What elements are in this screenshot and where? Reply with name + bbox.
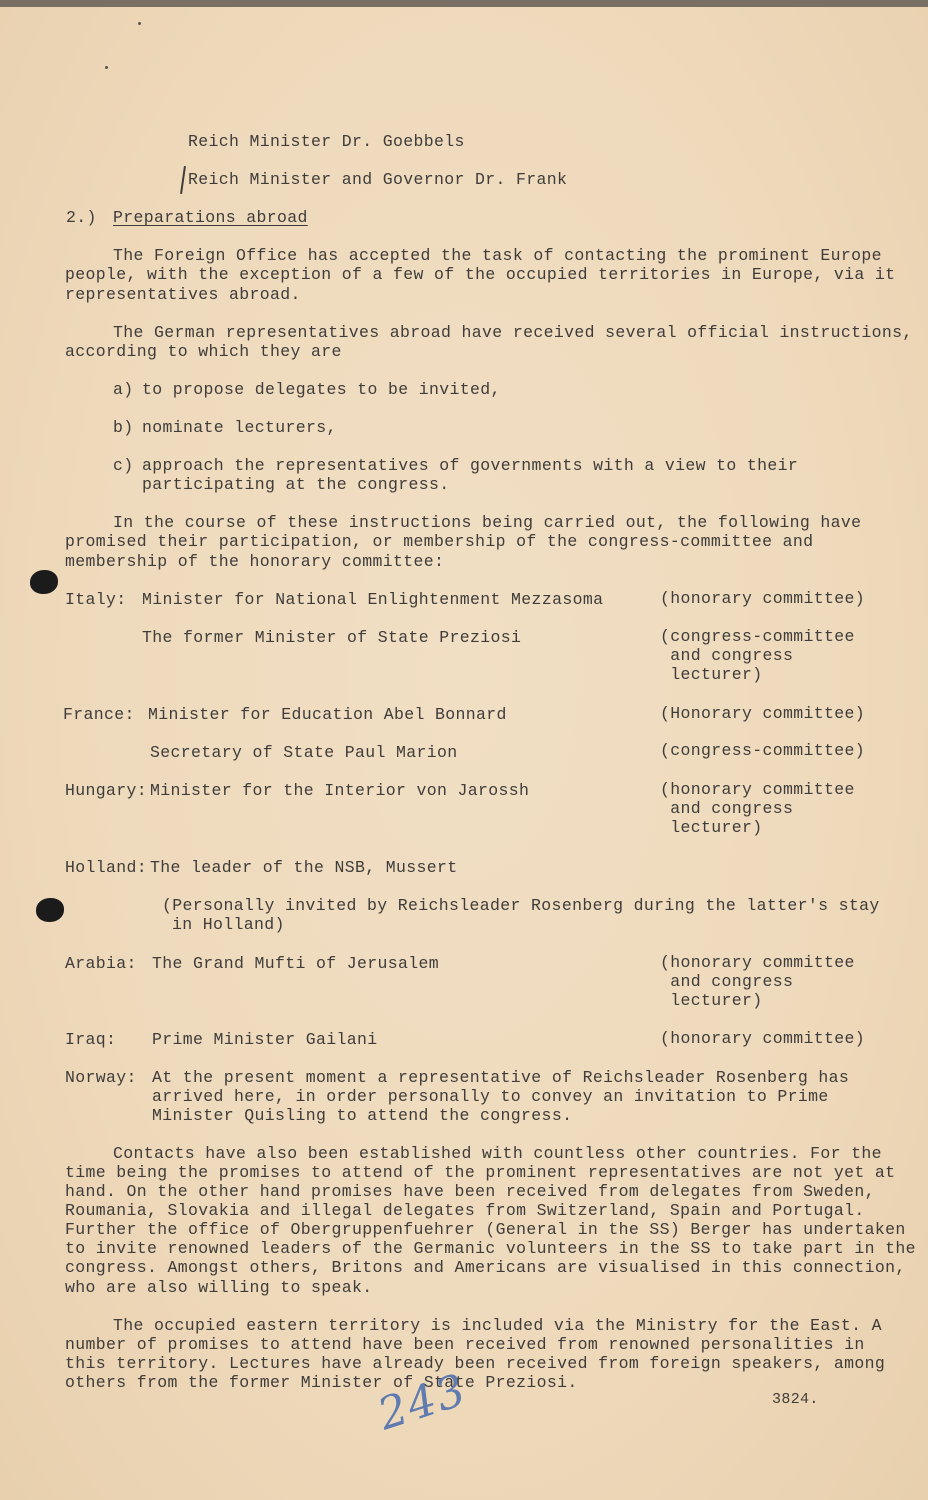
p4-line-7: congress. Amongst others, Britons and Americans are visualised in this connection, [65, 1258, 906, 1277]
p1-line-2: people, with the exception of a few of the occupied territories in Europe, via it [65, 265, 896, 284]
p4-line-1: Contacts have also been established with countless other countries. For the [113, 1144, 882, 1163]
list-label-a: a) [113, 380, 134, 399]
role-marion: (congress-committee) [660, 741, 866, 760]
person-gailani: Prime Minister Gailani [152, 1030, 378, 1049]
list-item-b: nominate lecturers, [142, 418, 337, 437]
scan-top-edge [0, 0, 928, 7]
punch-hole-bottom [36, 898, 64, 922]
p4-line-2: time being the promises to attend of the prominent representatives are not yet at [65, 1163, 896, 1182]
header-line-goebbels: Reich Minister Dr. Goebbels [188, 132, 465, 151]
holland-note-line-2: in Holland) [172, 915, 285, 934]
p2-line-1: The German representatives abroad have received several official instructions, [113, 323, 913, 342]
p1-line-3: representatives abroad. [65, 285, 301, 304]
country-norway: Norway: [65, 1068, 137, 1087]
punch-hole-top [30, 570, 58, 594]
p4-line-5: Further the office of Obergruppenfuehrer (General in the SS) Berger has undertaken [65, 1220, 906, 1239]
p4-line-3: hand. On the other hand promises have been received from delegates from Sweden, [65, 1182, 875, 1201]
p2-line-2: according to which they are [65, 342, 342, 361]
country-iraq: Iraq: [65, 1030, 117, 1049]
list-item-c-line-2: participating at the congress. [142, 475, 450, 494]
country-italy: Italy: [65, 590, 127, 609]
country-hungary: Hungary: [65, 781, 148, 800]
p3-line-3: membership of the honorary committee: [65, 552, 445, 571]
role-jarossh: (honorary committee and congress lecturer) [660, 780, 855, 837]
p4-line-4: Roumania, Slovakia and illegal delegates from Switzerland, Spain and Portugal. [65, 1201, 865, 1220]
role-mezzasoma: (honorary committee) [660, 589, 866, 608]
list-label-c: c) [113, 456, 134, 475]
p5-line-4: others from the former Minister of State Preziosi. [65, 1373, 578, 1392]
country-france: France: [63, 705, 135, 724]
person-mussert: The leader of the NSB, Mussert [150, 858, 458, 877]
role-mufti: (honorary committee and congress lecturer) [660, 953, 855, 1010]
person-mezzasoma: Minister for National Enlightenment Mezzasoma [142, 590, 604, 609]
scan-speck [105, 66, 108, 69]
p4-line-8: who are also willing to speak. [65, 1278, 373, 1297]
p3-line-1: In the course of these instructions being carried out, the following have [113, 513, 862, 532]
country-arabia: Arabia: [65, 954, 137, 973]
norway-line-2: arrived here, in order personally to convey an invitation to Prime [152, 1087, 829, 1106]
scan-speck [138, 22, 141, 25]
handwritten-annotation: 243 [372, 1364, 474, 1441]
section-number: 2.) [66, 208, 97, 227]
role-preziosi: (congress-committee and congress lecturer) [660, 627, 855, 684]
list-label-b: b) [113, 418, 134, 437]
person-preziosi: The former Minister of State Preziosi [142, 628, 522, 647]
role-gailani: (honorary committee) [660, 1029, 866, 1048]
p3-line-2: promised their participation, or membership of the congress-committee and [65, 532, 814, 551]
role-bonnard: (Honorary committee) [660, 704, 866, 723]
p4-line-6: to invite renowned leaders of the Germanic volunteers in the SS to take part in the [65, 1239, 916, 1258]
header-line-frank: Reich Minister and Governor Dr. Frank [188, 170, 568, 189]
person-mufti: The Grand Mufti of Jerusalem [152, 954, 440, 973]
country-holland: Holland: [65, 858, 148, 877]
p1-line-1: The Foreign Office has accepted the task of contacting the prominent Europe [113, 246, 882, 265]
norway-line-3: Minister Quisling to attend the congress. [152, 1106, 573, 1125]
person-jarossh: Minister for the Interior von Jarossh [150, 781, 530, 800]
page-number: 3824. [772, 1391, 819, 1408]
p5-line-3: this territory. Lectures have already been received from foreign speakers, among [65, 1354, 886, 1373]
p5-line-1: The occupied eastern territory is included via the Ministry for the East. A [113, 1316, 882, 1335]
person-marion: Secretary of State Paul Marion [150, 743, 458, 762]
norway-line-1: At the present moment a representative of Reichsleader Rosenberg has [152, 1068, 850, 1087]
list-item-c-line-1: approach the representatives of governments with a view to their [142, 456, 799, 475]
p5-line-2: number of promises to attend have been received from renowned personalities in [65, 1335, 865, 1354]
person-bonnard: Minister for Education Abel Bonnard [148, 705, 507, 724]
holland-note-line-1: (Personally invited by Reichsleader Rosenberg during the latter's stay [162, 896, 880, 915]
section-title: Preparations abroad [113, 208, 308, 227]
margin-mark [180, 166, 186, 194]
list-item-a: to propose delegates to be invited, [142, 380, 501, 399]
